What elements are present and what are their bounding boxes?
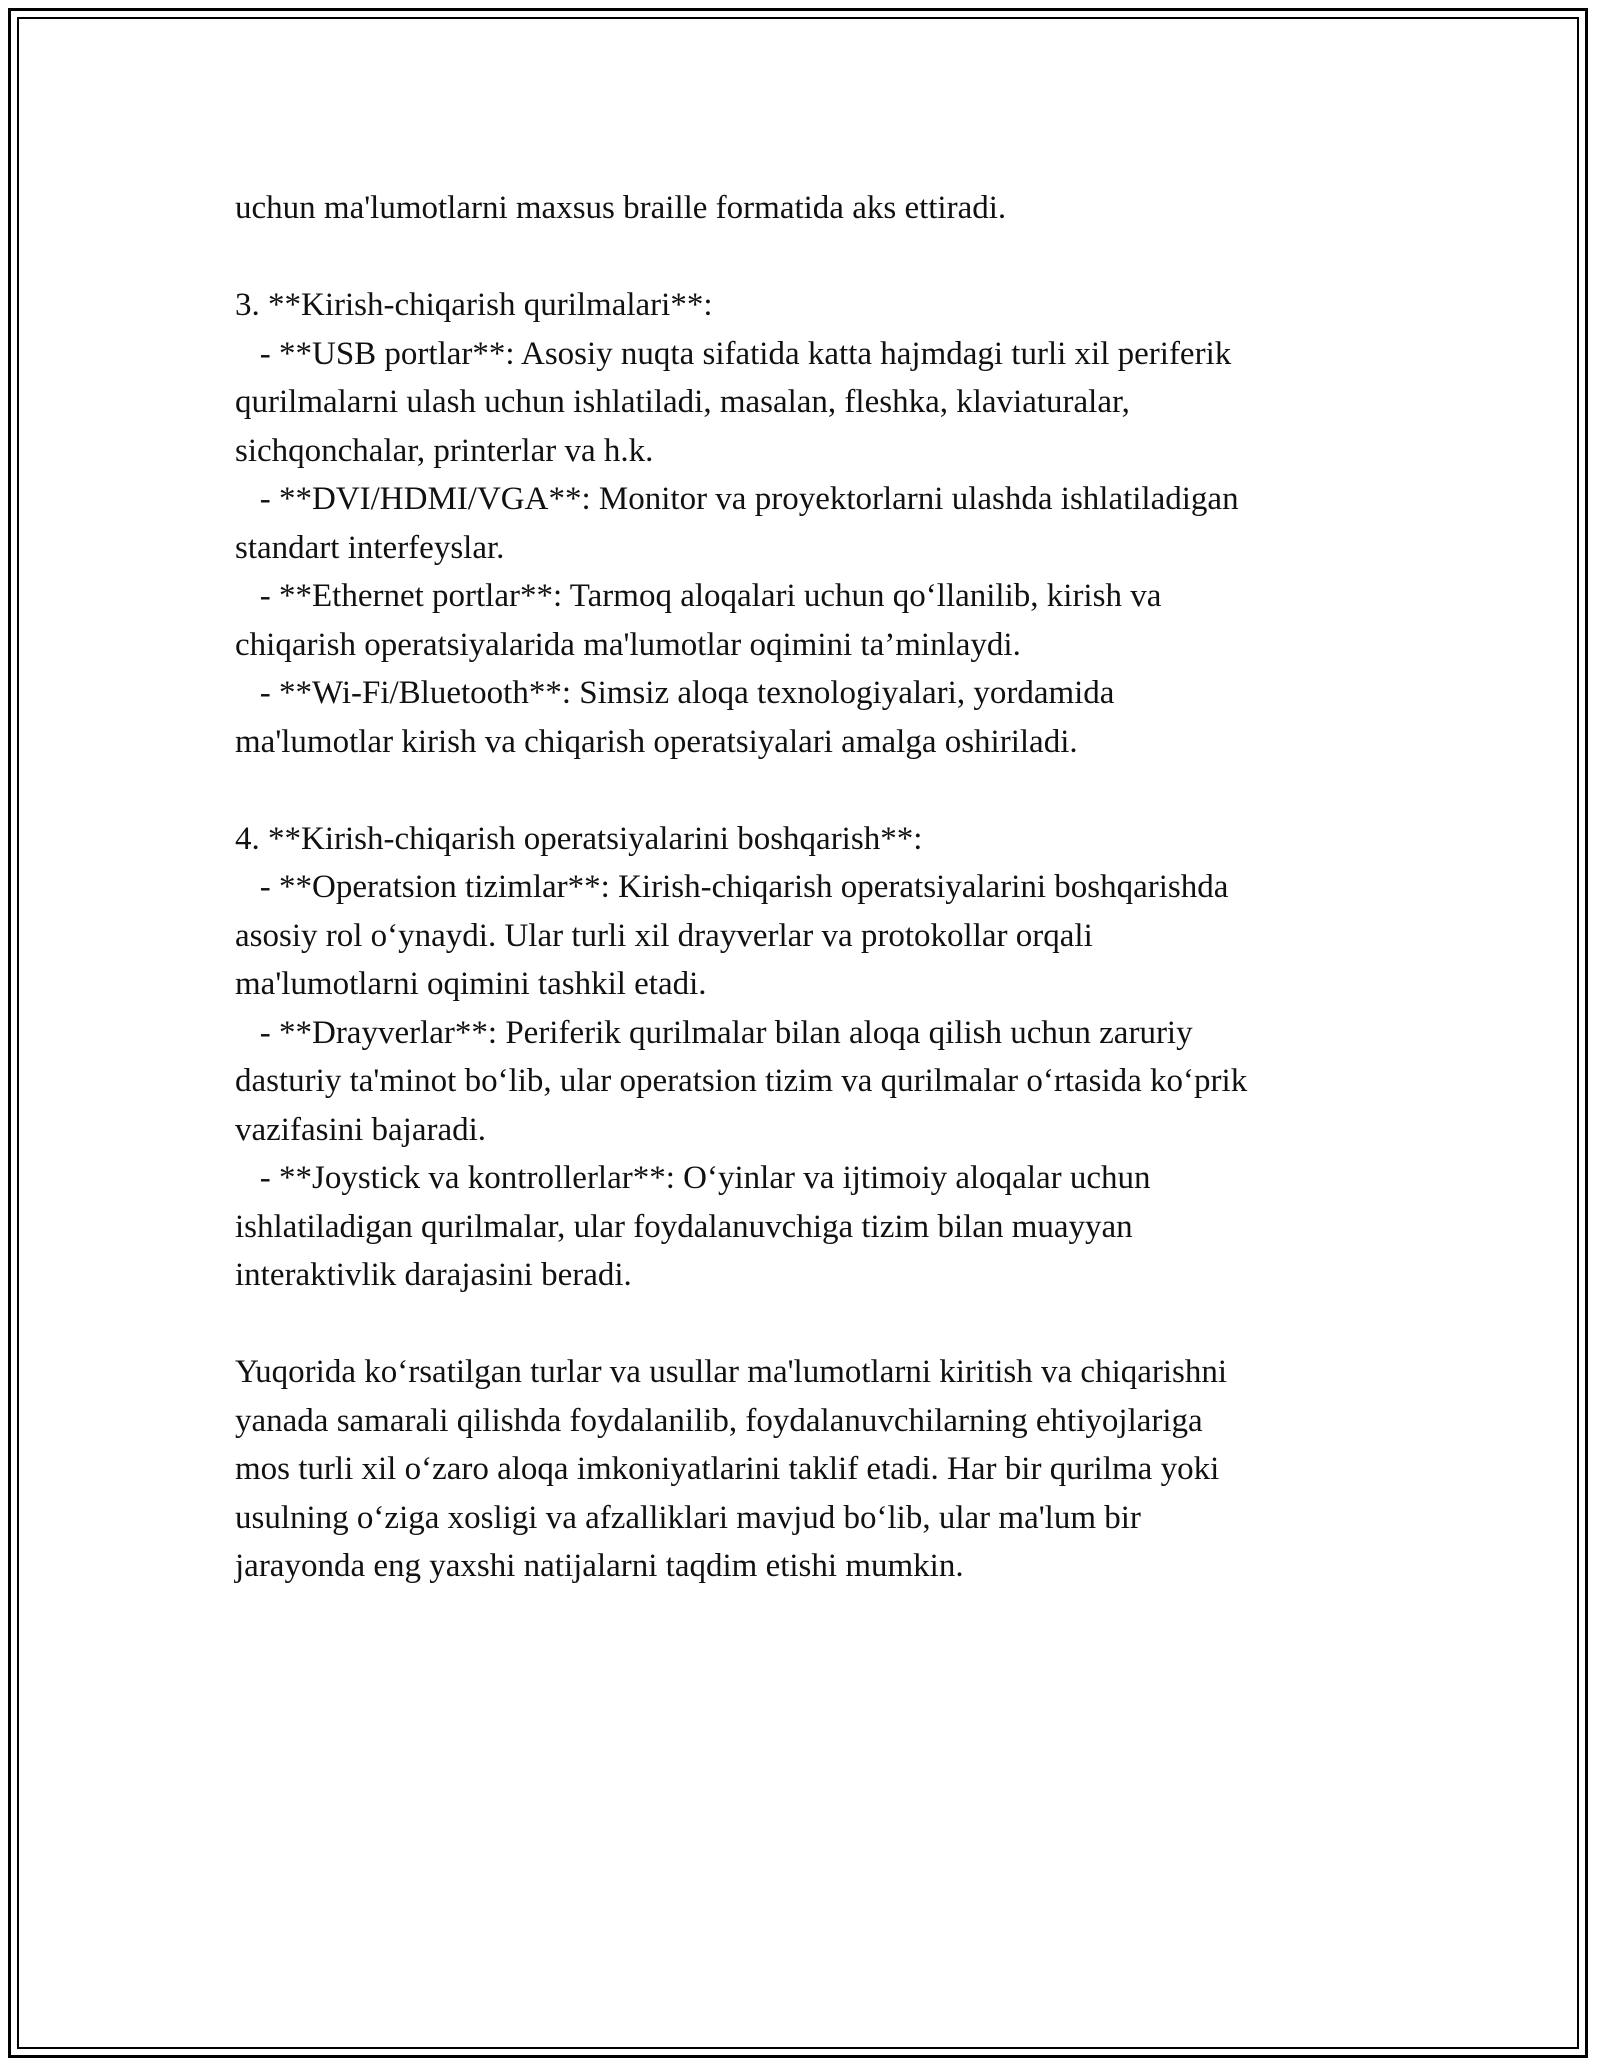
ethernet-item-line: - **Ethernet portlar**: Tarmoq aloqalari uchun qo‘llanilib, kirish va — [235, 578, 1162, 614]
intro-tail-line: uchun ma'lumotlarni maxsus braille formatida aks ettiradi. — [235, 190, 1007, 226]
usb-item-line: qurilmalarni ulash uchun ishlatiladi, masalan, fleshka, klaviaturalar, — [235, 384, 1130, 420]
joystick-item-line: - **Joystick va kontrollerlar**: O‘yinlar va ijtimoiy aloqalar uchun — [235, 1160, 1151, 1196]
drivers-item-line: dasturiy ta'minot bo‘lib, ular operatsion tizim va qurilmalar o‘rtasida ko‘prik — [235, 1063, 1248, 1099]
wireless-item-line: - **Wi-Fi/Bluetooth**: Simsiz aloqa texnologiyalari, yordamida — [235, 675, 1115, 711]
section-3-heading: 3. **Kirish-chiqarish qurilmalari**: — [235, 287, 713, 323]
joystick-item-line: ishlatiladigan qurilmalar, ular foydalanuvchiga tizim bilan muayyan — [235, 1208, 1133, 1245]
drivers-item-line: - **Drayverlar**: Periferik qurilmalar bilan aloqa qilish uchun zaruriy — [235, 1014, 1193, 1051]
paragraph-gap — [235, 766, 1385, 815]
usb-item-line: - **USB portlar**: Asosiy nuqta sifatida katta hajmdagi turli xil periferik — [235, 335, 1232, 372]
video-interfaces-item-line: - **DVI/HDMI/VGA**: Monitor va proyektorlarni ulashda ishlatiladigan — [235, 481, 1239, 517]
paragraph-gap — [235, 233, 1385, 282]
conclusion-line: mos turli xil o‘zaro aloqa imkoniyatlarini taklif etadi. Har bir qurilma yoki — [235, 1451, 1220, 1487]
conclusion-line: yanada samarali qilishda foydalanilib, foydalanuvchilarning ehtiyojlariga — [235, 1402, 1203, 1439]
conclusion-line: usulning o‘ziga xosligi va afzalliklari mavjud bo‘lib, ular ma'lum bir — [235, 1499, 1141, 1536]
section-4-heading: 4. **Kirish-chiqarish operatsiyalarini boshqarish**: — [235, 820, 923, 857]
joystick-item-line: interaktivlik darajasini beradi. — [235, 1257, 632, 1293]
drivers-item-line: vazifasini bajaradi. — [235, 1111, 487, 1148]
os-item-line: - **Operatsion tizimlar**: Kirish-chiqarish operatsiyalarini boshqarishda — [235, 869, 1229, 905]
os-item-line: asosiy rol o‘ynaydi. Ular turli xil drayverlar va protokollar orqali — [235, 917, 1093, 954]
video-interfaces-item-line: standart interfeyslar. — [235, 529, 505, 566]
paragraph-gap — [235, 1300, 1385, 1349]
conclusion-line: jarayonda eng yaxshi natijalarni taqdim etishi mumkin. — [235, 1548, 964, 1584]
ethernet-item-line: chiqarish operatsiyalarida ma'lumotlar oqimini ta’minlaydi. — [235, 626, 1021, 663]
os-item-line: ma'lumotlarni oqimini tashkil etadi. — [235, 966, 707, 1002]
wireless-item-line: ma'lumotlar kirish va chiqarish operatsiyalari amalga oshiriladi. — [235, 723, 1078, 760]
document-body — [235, 184, 1385, 1591]
usb-item-line: sichqonchalar, printerlar va h.k. — [235, 432, 654, 469]
conclusion-line: Yuqorida ko‘rsatilgan turlar va usullar ma'lumotlarni kiritish va chiqarishni — [235, 1354, 1228, 1390]
